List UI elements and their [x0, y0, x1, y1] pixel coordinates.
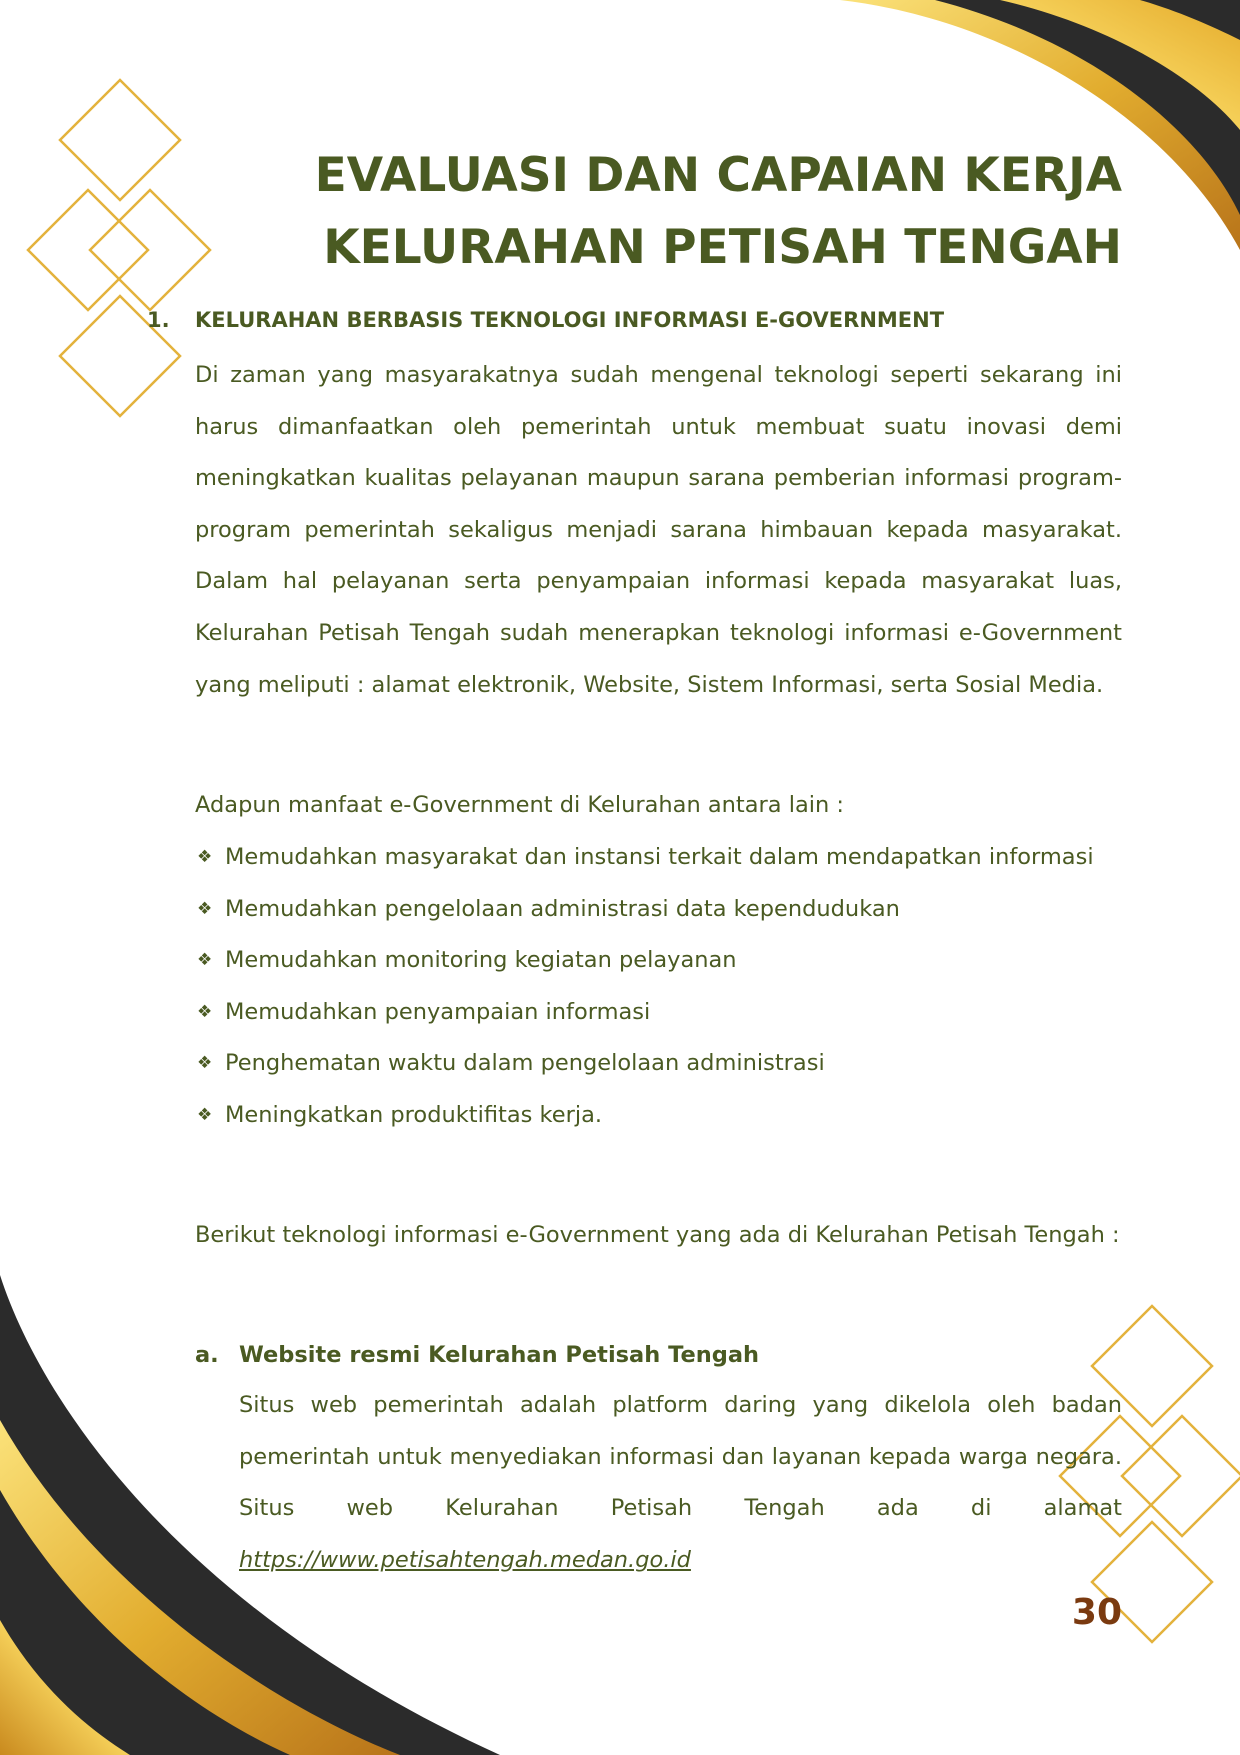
list-item — [195, 1038, 1122, 1090]
subsection-heading — [195, 1331, 1095, 1379]
section-heading — [147, 304, 1047, 336]
list-item-text: Memudahkan monitoring kegiatan pelayanan — [225, 947, 737, 974]
benefits-intro: Adapun manfaat e-Government di Kelurahan antara lain : — [195, 792, 845, 818]
website-paragraph-text: Situs web pemerintah adalah platform daring yang dikelola oleh badan pemerintah untuk menyediakan informasi dan layanan kepada warga negara. Situs web Kelurahan Petisah Tengah ada di alamat — [239, 1392, 1122, 1522]
diamond-bullet-icon: ❖ — [197, 898, 213, 919]
list-item — [195, 987, 1122, 1039]
subsection-letter: a. — [195, 1342, 219, 1368]
egov-list-intro: Berikut teknologi informasi e-Government yang ada di Kelurahan Petisah Tengah : — [195, 1222, 1120, 1248]
benefits-list — [195, 832, 1122, 1142]
diamond-bullet-icon: ❖ — [197, 1104, 213, 1125]
section-number: 1. — [147, 308, 170, 332]
section-heading-text: KELURAHAN BERBASIS TEKNOLOGI INFORMASI E-GOVERNMENT — [195, 308, 945, 332]
list-item-text: Memudahkan pengelolaan administrasi data kependudukan — [225, 895, 900, 922]
list-item — [195, 935, 1122, 987]
list-item-text: Meningkatkan produktifitas kerja. — [225, 1101, 603, 1128]
list-item — [195, 884, 1122, 936]
diamond-bullet-icon: ❖ — [197, 847, 213, 867]
page-title-line-1: EVALUASI DAN CAPAIAN KERJA — [314, 148, 1122, 203]
list-item-text: Memudahkan masyarakat dan instansi terkait dalam mendapatkan informasi — [225, 844, 1094, 870]
page-title-line-2: KELURAHAN PETISAH TENGAH — [323, 220, 1122, 275]
website-link[interactable]: https://www.petisahtengah.medan.go.id — [239, 1546, 691, 1573]
list-item-text: Memudahkan penyampaian informasi — [225, 998, 651, 1025]
intro-paragraph: Di zaman yang masyarakatnya sudah mengenal teknologi seperti sekarang ini harus dimanfaatkan oleh pemerintah untuk membuat suatu inovasi demi meningkatkan kualitas pelayanan maupun sarana pemberian informasi program-program pemerintah sekaligus menjadi sarana himbauan kepada masyarakat. Dalam hal pelayanan serta penyampaian informasi kepada masyarakat luas, Kelurahan Petisah Tengah sudah menerapkan teknologi informasi e-Government yang meliputi : alamat elektronik, Website, Sistem Informasi, serta Sosial Media. — [195, 362, 1122, 698]
page-number: 30 — [1071, 1592, 1122, 1633]
list-item — [195, 832, 1122, 884]
page-title — [222, 140, 1122, 284]
subsection-heading-text: Website resmi Kelurahan Petisah Tengah — [239, 1342, 760, 1368]
diamond-bullet-icon: ❖ — [197, 1001, 213, 1022]
diamond-bullet-icon: ❖ — [197, 950, 213, 971]
diamond-bullet-icon: ❖ — [197, 1053, 213, 1074]
list-item-text: Penghematan waktu dalam pengelolaan administrasi — [225, 1050, 825, 1077]
website-paragraph — [239, 1380, 1122, 1586]
list-item — [195, 1090, 1122, 1142]
